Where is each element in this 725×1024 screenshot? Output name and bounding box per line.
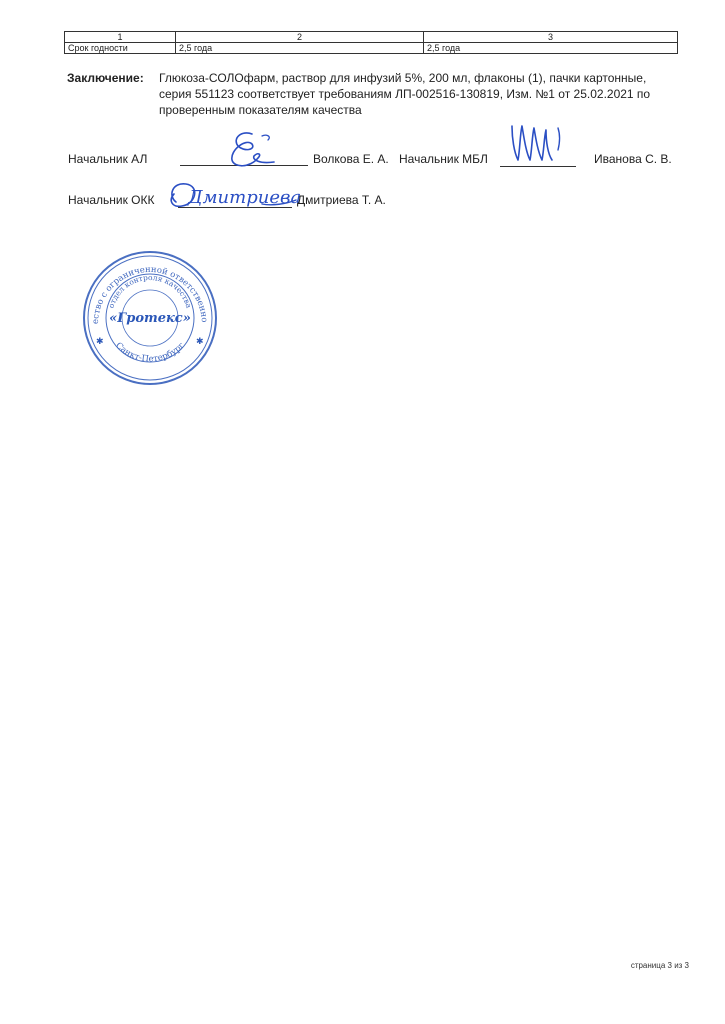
conclusion-label: Заключение: bbox=[67, 71, 144, 85]
stamp-star-icon: ✱ bbox=[96, 336, 104, 346]
signature-title-okk: Начальник ОКК bbox=[68, 193, 155, 207]
signature-title-al: Начальник АЛ bbox=[68, 152, 148, 166]
table-header-row bbox=[65, 32, 678, 43]
table-header-cell: 2 bbox=[176, 32, 424, 43]
quality-table bbox=[64, 31, 678, 54]
table-cell: 2,5 года bbox=[424, 43, 678, 54]
conclusion-text: Глюкоза-СОЛОфарм, раствор для инфузий 5%, 200 мл, флаконы (1), пачки картонные, серия 551123 соответствует требованиям ЛП-002516-130819, Изм. №1 от 25.02.2021 по проверенным показателям качества bbox=[159, 71, 651, 117]
stamp-bottom-text: Санкт-Петербург bbox=[113, 340, 187, 365]
handwritten-signature-mbl bbox=[506, 120, 566, 166]
page-number: страница 3 из 3 bbox=[630, 961, 689, 970]
signature-name-okk: Дмитриева Т. А. bbox=[297, 193, 386, 207]
stamp-outer-text: Общество с ограниченной ответственностью bbox=[76, 241, 210, 325]
handwriting-text: Дмитриева bbox=[188, 187, 302, 208]
stamp-center-text: «Гротекс» bbox=[109, 311, 191, 326]
handwritten-signature-al bbox=[222, 128, 282, 172]
signature-name-al: Волкова Е. А. bbox=[313, 152, 389, 166]
signature-line-mbl bbox=[500, 166, 576, 167]
table-row bbox=[65, 43, 678, 54]
company-stamp bbox=[76, 241, 220, 388]
signature-name-mbl: Иванова С. В. bbox=[594, 152, 672, 166]
signature-title-mbl: Начальник МБЛ bbox=[399, 152, 488, 166]
stamp-inner-text: отдел контроля качества bbox=[106, 272, 194, 310]
handwritten-signature-okk bbox=[162, 176, 302, 216]
table-header-cell: 1 bbox=[65, 32, 176, 43]
stamp-star-icon: ✱ bbox=[196, 336, 204, 346]
table-cell: 2,5 года bbox=[176, 43, 424, 54]
svg-text:Санкт-Петербург bbox=[113, 340, 187, 364]
table-header-cell: 3 bbox=[424, 32, 678, 43]
table-cell-label: Срок годности bbox=[65, 43, 176, 54]
